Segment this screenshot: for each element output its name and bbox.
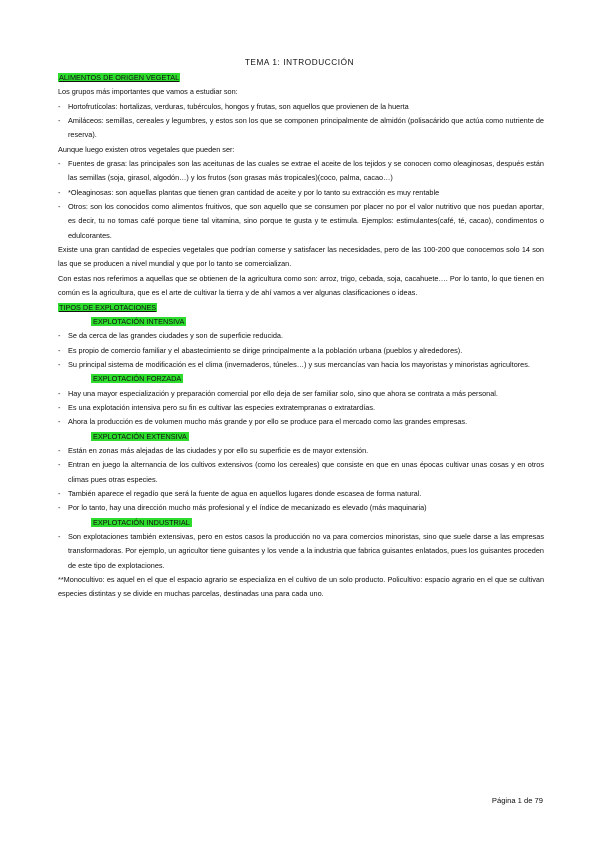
subheading-text: EXPLOTACIÓN INDUSTRIAL bbox=[93, 517, 190, 527]
bullet-list bbox=[58, 329, 544, 372]
list-item: - Amiláceos: semillas, cereales y legumbres, y estos son los que se componen principalmente de almidón (polisacárido que actúa como nutriente de reserva). bbox=[58, 114, 544, 143]
bullet-list bbox=[58, 387, 544, 430]
bullet-list bbox=[58, 100, 544, 143]
subheading-intensiva bbox=[58, 315, 544, 329]
page-content bbox=[58, 71, 544, 602]
list-item: - Se da cerca de las grandes ciudades y son de superficie reducida. bbox=[58, 329, 544, 343]
list-item: - *Oleaginosas: son aquellas plantas que tienen gran cantidad de aceite y por lo tanto su extracción es muy rentable bbox=[58, 186, 544, 200]
section-heading-text: TIPOS DE EXPLOTACIONES bbox=[59, 302, 157, 312]
subheading-extensiva bbox=[58, 430, 544, 444]
list-item: - Hortofrutícolas: hortalizas, verduras, tubérculos, hongos y frutas, son aquellos que provienen de la huerta bbox=[58, 100, 544, 114]
list-item: - Son explotaciones también extensivas, pero en estos casos la producción no va para comercios minoristas, sino que suele darse a las empresas transformadoras. Por ejemplo, un agricultor tiene guisantes y los vende a la industria que fabrica guisantes enlatados, pues los guisantes proceden de este tipo de explotaciones. bbox=[58, 530, 544, 573]
section-heading-explotaciones bbox=[58, 301, 544, 315]
list-item: - Es propio de comercio familiar y el abastecimiento se dirige principalmente a la población urbana (pueblos y alrededores). bbox=[58, 344, 544, 358]
paragraph: Con estas nos referimos a aquellas que se obtienen de la agricultura como son: arroz, trigo, cebada, soja, cacahuete…. Por lo tanto, lo que tienen en común es la agricultura, que es el arte de cultivar la tierra y de ahí vamos a ver algunas clasificaciones o ideas. bbox=[58, 273, 544, 298]
paragraph: Existe una gran cantidad de especies vegetales que podrían comerse y satisfacer las necesidades, pero de las 100-200 que conocemos solo 14 son las que se producen a nivel mundial y que por lo tanto se comercializan. bbox=[58, 245, 544, 269]
subheading-forzada bbox=[58, 372, 544, 386]
subheading-text: EXPLOTACIÓN INTENSIVA bbox=[93, 316, 185, 326]
page-title: TEMA 1: INTRODUCCIÓN bbox=[244, 58, 355, 67]
list-item: - Otros: son los conocidos como alimentos fruitivos, que son aquello que se consumen por placer no por el valor nutritivo que nos puedan aportar, es decir, tu no tomas café porque tiene tal vitamina, sino porque te gusta y te estimula. Ejemplos: estimulantes(café, té, cacao), condimentos o edulcorantes. bbox=[58, 200, 544, 243]
list-item: - Están en zonas más alejadas de las ciudades y por ello su superficie es de mayor extensión. bbox=[58, 444, 544, 458]
list-item: - Es una explotación intensiva pero su fin es cultivar las especies extratempranas o extratardías. bbox=[58, 401, 544, 415]
paragraph: Los grupos más importantes que vamos a estudiar son: bbox=[58, 87, 238, 97]
list-item: - Entran en juego la alternancia de los cultivos extensivos (como los cereales) que consiste en que en unas épocas cultivar unas cosas y en otros climas pues otras especies. bbox=[58, 458, 544, 487]
subheading-text: EXPLOTACIÓN EXTENSIVA bbox=[93, 431, 187, 441]
subheading-industrial bbox=[58, 516, 544, 530]
paragraph: Aunque luego existen otros vegetales que pueden ser: bbox=[58, 144, 235, 154]
section-heading-vegetal bbox=[58, 71, 544, 85]
list-item: - También aparece el regadío que será la fuente de agua en aquellos lugares donde escasea de forma natural. bbox=[58, 487, 544, 501]
list-item: - Su principal sistema de modificación es el clima (invernaderos, túneles…) y sus mercancías van hacia los mayoristas y minoristas agricultores. bbox=[58, 358, 544, 372]
page-number: Página 1 de 79 bbox=[491, 796, 543, 805]
bullet-list bbox=[58, 157, 544, 243]
subheading-text: EXPLOTACIÓN FORZADA bbox=[93, 374, 182, 384]
list-item: - Hay una mayor especialización y preparación comercial por ello deja de ser familiar solo, sino que ahora se contrata a más personal. bbox=[58, 387, 544, 401]
list-item: - Fuentes de grasa: las principales son las aceitunas de las cuales se extrae el aceite de los tejidos y se conocen como oleaginosas, después están las semillas (soja, girasol, algodón…) y los frutos (son grasas más tropicales)(coco, palma, cacao…) bbox=[58, 157, 544, 186]
bullet-list bbox=[58, 530, 544, 573]
section-heading-text: ALIMENTOS DE ORIGEN VEGETAL bbox=[59, 73, 180, 82]
bullet-list bbox=[58, 444, 544, 516]
list-item: - Por lo tanto, hay una dirección mucho más profesional y el índice de mecanizado es elevado (más maquinaria) bbox=[58, 501, 544, 515]
list-item: - Ahora la producción es de volumen mucho más grande y por ello se produce para el mercado como las grandes empresas. bbox=[58, 415, 544, 429]
footnote-paragraph: **Monocultivo: es aquel en el que el espacio agrario se especializa en el cultivo de un solo producto. Policultivo: espacio agrario en el que se cultivan especies distintas y se divide en muchas parcelas, destinadas una para cada uno. bbox=[58, 575, 544, 599]
